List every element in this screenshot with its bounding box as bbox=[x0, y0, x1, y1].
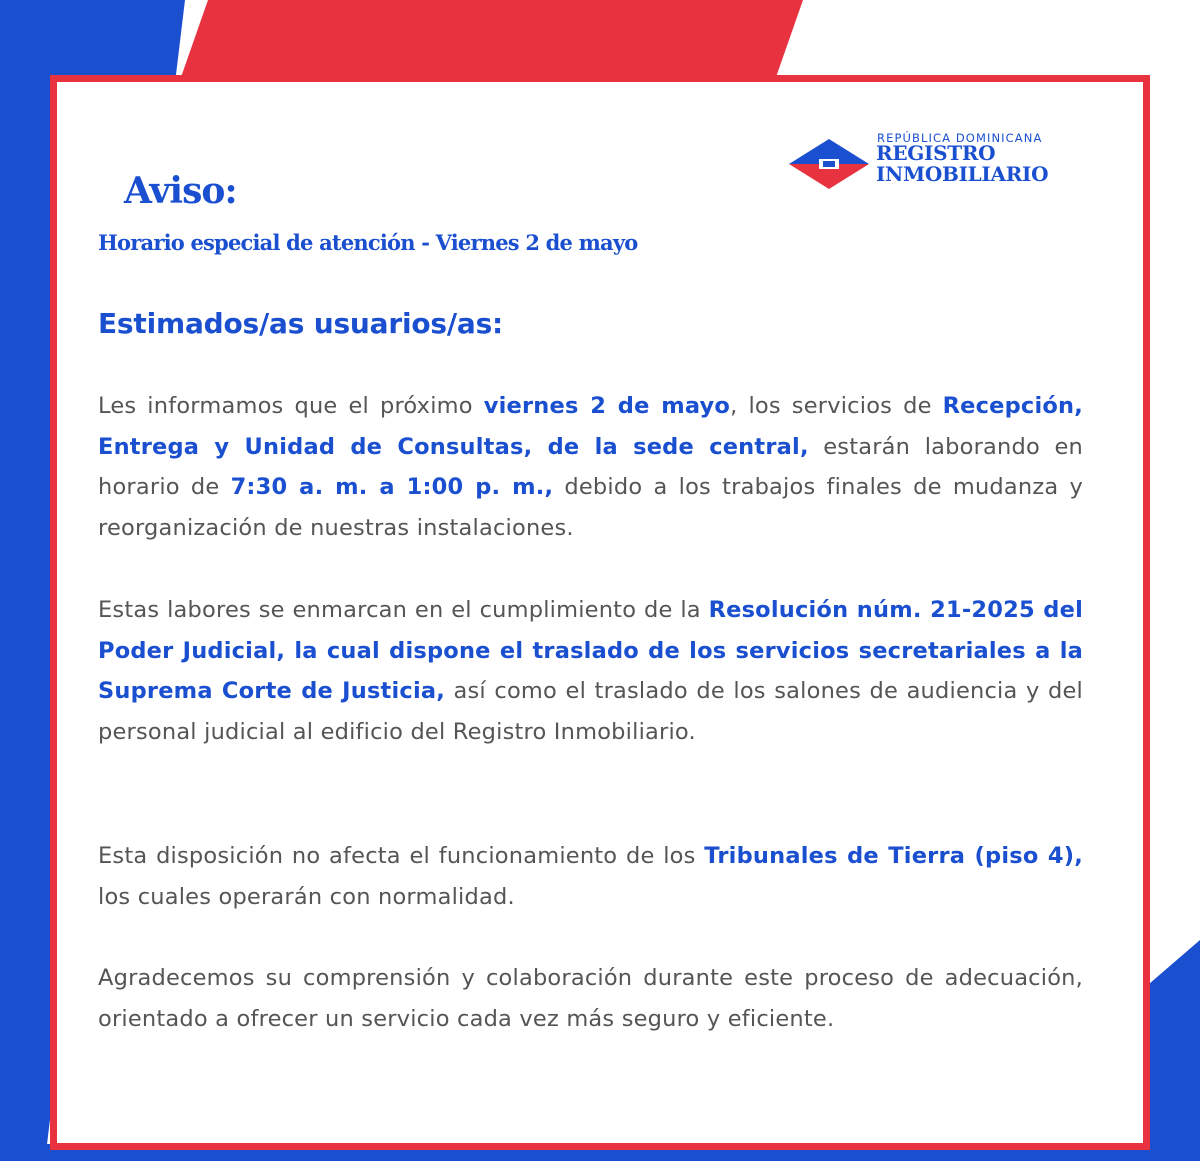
paragraph-schedule: Les informamos que el próximo viernes 2 de mayo, los servicios de Recepción, Entrega y Unidad de Consultas, de la sede central, estarán laborando en horario de 7:30 a. m. a 1:00 p. m., debido a los trabajos finales de mudanza y reorganización de nuestras instalaciones. bbox=[98, 393, 1083, 541]
highlight-date: viernes 2 de mayo bbox=[483, 393, 731, 419]
registro-inmobiliario-logo bbox=[789, 131, 1059, 201]
logo-country-text: REPÚBLICA DOMINICANA bbox=[877, 131, 1043, 145]
highlight-services: Recepción, Entrega y Unidad de Consultas, de la sede central, bbox=[98, 393, 1083, 460]
highlight-resolution: Resolución núm. 21-2025 del Poder Judicial, la cual dispone el traslado de los servicios secretariales a la Suprema Corte de Justicia, bbox=[98, 597, 1083, 704]
logo-emblem-icon bbox=[789, 139, 869, 189]
paragraph-resolution: Estas labores se enmarcan en el cumplimiento de la Resolución núm. 21-2025 del Poder Judicial, la cual dispone el traslado de los servicios secretariales a la Suprema Corte de Justicia, así como el traslado de los salones de audiencia y del personal judicial al edificio del Registro Inmobiliario. bbox=[98, 597, 1083, 745]
paragraph-tribunals: Esta disposición no afecta el funcionamiento de los Tribunales de Tierra (piso 4), los cuales operarán con normalidad. bbox=[98, 843, 1083, 910]
notice-title: Aviso: bbox=[124, 170, 237, 212]
notice-card bbox=[50, 75, 1150, 1150]
logo-name-line1: REGISTRO bbox=[876, 141, 996, 165]
notice-subtitle: Horario especial de atención - Viernes 2 de mayo bbox=[98, 230, 638, 255]
highlight-tribunals: Tribunales de Tierra (piso 4), bbox=[704, 843, 1083, 869]
paragraph-thanks: Agradecemos su comprensión y colaboración durante este proceso de adecuación, orientado a ofrecer un servicio cada vez más seguro y eficiente. bbox=[98, 965, 1083, 1032]
highlight-hours: 7:30 a. m. a 1:00 p. m., bbox=[230, 474, 554, 500]
red-band-top bbox=[180, 0, 803, 80]
greeting: Estimados/as usuarios/as: bbox=[98, 307, 504, 340]
logo-name-text bbox=[876, 143, 1048, 185]
logo-name-line2: INMOBILIARIO bbox=[876, 162, 1049, 186]
